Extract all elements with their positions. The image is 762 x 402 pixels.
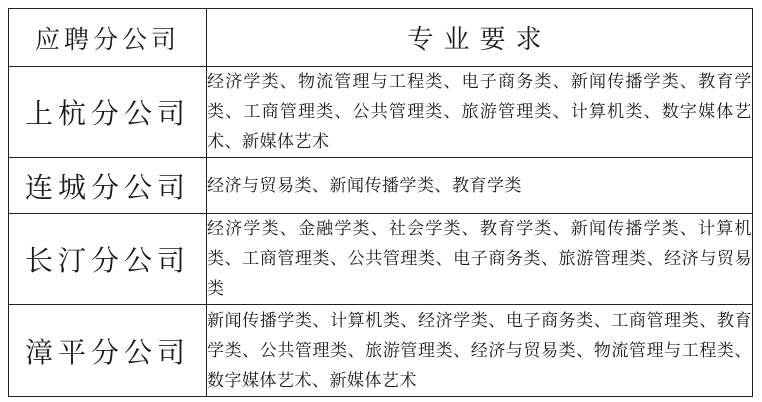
table-header-row <box>9 9 753 67</box>
company-name: 漳平分公司 <box>9 305 207 397</box>
company-name: 长汀分公司 <box>9 214 207 305</box>
recruitment-requirements-table <box>8 8 753 397</box>
requirement-text: 经济学类、物流管理与工程类、电子商务类、新闻传播学类、教育学类、工商管理类、公共管理类、旅游管理类、计算机类、数字媒体艺术、新媒体艺术 <box>207 67 753 158</box>
table-row <box>9 214 753 305</box>
company-name: 上杭分公司 <box>9 67 207 158</box>
header-requirement: 专业要求 <box>207 9 753 67</box>
requirement-text: 新闻传播学类、计算机类、经济学类、电子商务类、工商管理类、教育学类、公共管理类、旅游管理类、经济与贸易类、物流管理与工程类、数字媒体艺术、新媒体艺术 <box>207 305 753 397</box>
company-name: 连城分公司 <box>9 158 207 214</box>
requirement-text: 经济学类、金融学类、社会学类、教育学类、新闻传播学类、计算机类、工商管理类、公共管理类、电子商务类、旅游管理类、经济与贸易类 <box>207 214 753 305</box>
table-row <box>9 158 753 214</box>
header-company: 应聘分公司 <box>9 9 207 67</box>
requirement-text: 经济与贸易类、新闻传播学类、教育学类 <box>207 158 753 214</box>
table-row <box>9 67 753 158</box>
table-row <box>9 305 753 397</box>
